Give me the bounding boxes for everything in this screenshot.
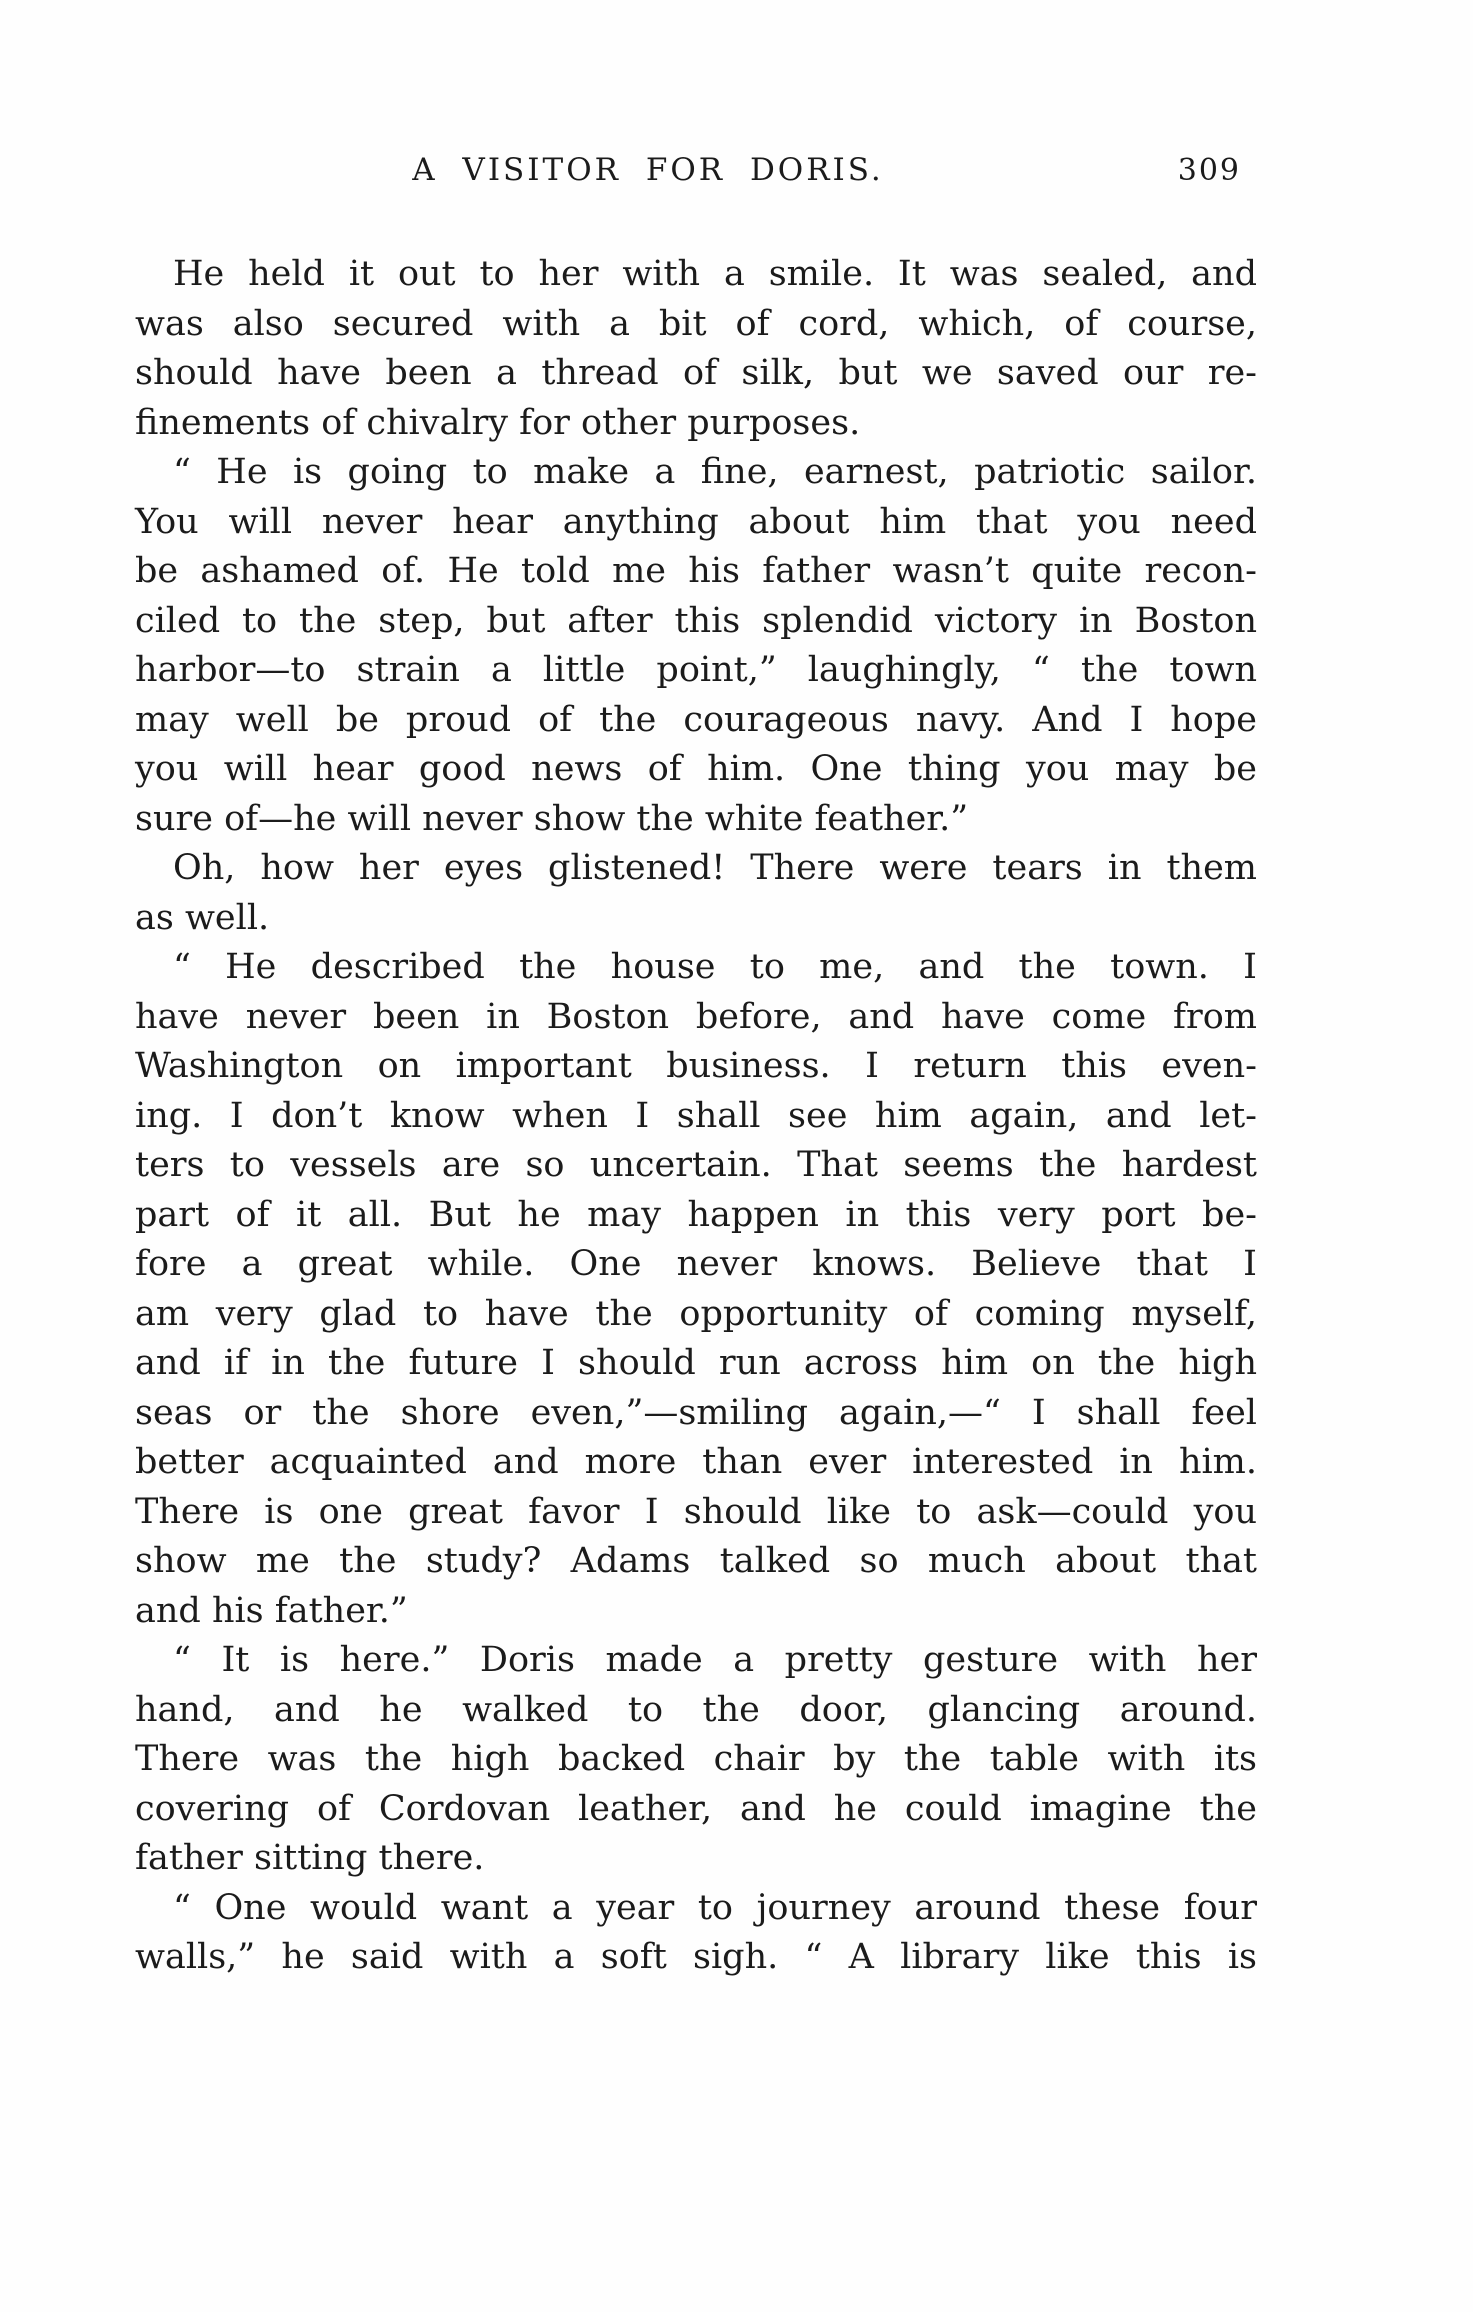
paragraph	[135, 250, 1257, 448]
text-line: He held it out to her with a smile. It was sealed, and	[173, 254, 1257, 294]
text-line: should have been a thread of silk, but we saved our re-	[135, 353, 1257, 393]
text-line: harbor—to strain a little point,” laughingly, “ the town	[135, 650, 1257, 690]
text-line: “ He is going to make a fine, earnest, patriotic sailor.	[173, 452, 1257, 492]
text-line: Washington on important business. I return this even-	[135, 1046, 1257, 1086]
paragraph	[135, 1884, 1257, 1983]
text-line: “ One would want a year to journey around these four	[173, 1887, 1257, 1928]
text-line: seas or the shore even,”—smiling again,—“ I shall feel	[135, 1392, 1257, 1433]
text-line: show me the study? Adams talked so much about that	[135, 1541, 1257, 1581]
text-line: You will never hear anything about him that you need	[135, 501, 1257, 542]
text-line: fore a great while. One never knows. Believe that I	[135, 1244, 1257, 1284]
text-line: There is one great favor I should like to ask—could you	[135, 1491, 1257, 1532]
text-line: better acquainted and more than ever interested in him.	[135, 1442, 1257, 1482]
text-line: ters to vessels are so uncertain. That seems the hardest	[135, 1145, 1257, 1185]
text-line: Oh, how her eyes glistened! There were tears in them	[173, 848, 1257, 888]
text-line: father sitting there.	[135, 1838, 485, 1878]
paragraph	[135, 448, 1257, 844]
text-line: walls,” he said with a soft sigh. “ A library like this is	[135, 1937, 1257, 1977]
text-line: am very glad to have the opportunity of coming myself,	[135, 1293, 1257, 1334]
page-header	[135, 152, 1257, 204]
page-number: 309	[1177, 153, 1241, 188]
text-line: you will hear good news of him. One thing you may be	[135, 749, 1257, 789]
paragraph	[135, 1636, 1257, 1884]
text-line: hand, and he walked to the door, glancing around.	[135, 1689, 1257, 1730]
text-line: There was the high backed chair by the table with its	[135, 1739, 1257, 1779]
text-line: “ It is here.” Doris made a pretty gesture with her	[173, 1640, 1257, 1680]
running-title: A VISITOR FOR DORIS.	[412, 152, 884, 188]
text-line: part of it all. But he may happen in this very port be-	[135, 1194, 1257, 1235]
text-line: “ He described the house to me, and the town. I	[173, 947, 1257, 987]
paragraph	[135, 844, 1257, 943]
text-line: be ashamed of. He told me his father wasn’t quite recon-	[135, 551, 1257, 591]
text-line: have never been in Boston before, and have come from	[135, 996, 1257, 1037]
page-body	[135, 250, 1257, 1983]
text-line: and his father.”	[135, 1590, 408, 1631]
text-line: covering of Cordovan leather, and he could imagine the	[135, 1788, 1257, 1829]
text-line: and if in the future I should run across him on the high	[135, 1343, 1257, 1383]
text-column	[135, 152, 1257, 1983]
paragraph	[135, 943, 1257, 1636]
text-line: was also secured with a bit of cord, which, of course,	[135, 303, 1257, 344]
text-line: as well.	[135, 897, 270, 938]
text-line: may well be proud of the courageous navy. And I hope	[135, 699, 1257, 740]
text-line: ciled to the step, but after this splendid victory in Boston	[135, 600, 1257, 641]
text-line: ing. I don’t know when I shall see him again, and let-	[135, 1095, 1257, 1136]
text-line: finements of chivalry for other purposes.	[135, 402, 861, 443]
text-line: sure of—he will never show the white feather.”	[135, 798, 969, 839]
